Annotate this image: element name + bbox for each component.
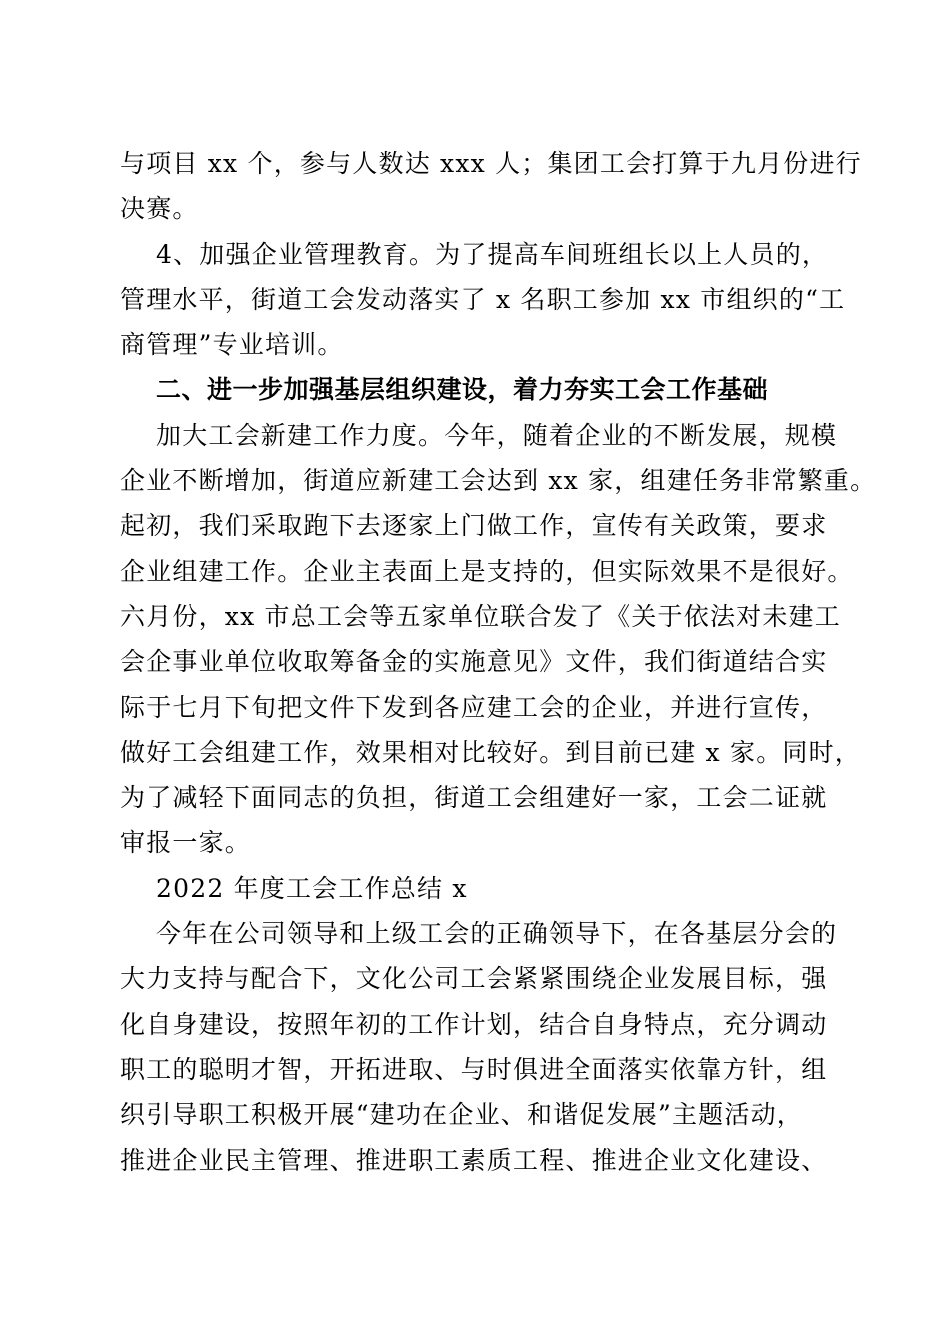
document-body <box>120 141 877 1183</box>
text-line: 化自身建设，按照年初的工作计划，结合自身特点，充分调动 <box>120 1009 828 1039</box>
text-line: 六月份，xx 市总工会等五家单位联合发了《关于依法对未建工 <box>120 601 841 631</box>
document-subtitle: 2022 年度工会工作总结 x <box>156 873 468 903</box>
paragraph-first-line: 今年在公司领导和上级工会的正确领导下，在各基层分会的 <box>156 919 838 949</box>
text-line: 大力支持与配合下，文化公司工会紧紧围绕企业发展目标，强 <box>120 964 828 994</box>
text-line: 审报一家。 <box>120 828 252 858</box>
text-line: 起初，我们采取跑下去逐家上门做工作，宣传有关政策，要求 <box>120 511 828 541</box>
paragraph-first-line: 加大工会新建工作力度。今年，随着企业的不断发展，规模 <box>156 420 838 450</box>
section-heading: 二、进一步加强基层组织建设，着力夯实工会工作基础 <box>156 375 769 405</box>
paragraph-first-line: 4、加强企业管理教育。为了提高车间班组长以上人员的， <box>156 239 829 269</box>
text-line: 为了减轻下面同志的负担，街道工会组建好一家，工会二证就 <box>120 783 828 813</box>
text-line: 职工的聪明才智，开拓进取、与时俱进全面落实依靠方针，组 <box>120 1054 828 1084</box>
text-line: 会企事业单位收取筹备金的实施意见》文件，我们街道结合实 <box>120 647 828 677</box>
text-line: 企业不断增加，街道应新建工会达到 xx 家，组建任务非常繁重。 <box>120 466 877 496</box>
text-line: 决赛。 <box>120 194 199 224</box>
text-line: 推进企业民主管理、推进职工素质工程、推进企业文化建设、 <box>120 1145 828 1175</box>
text-line: 与项目 xx 个，参与人数达 xxx 人；集团工会打算于九月份进行 <box>120 149 862 178</box>
text-line: 管理水平，街道工会发动落实了 x 名职工参加 xx 市组织的“工 <box>120 284 846 314</box>
text-line: 际于七月下旬把文件下发到各应建工会的企业，并进行宣传， <box>120 692 828 722</box>
text-line: 做好工会组建工作，效果相对比较好。到目前已建 x 家。同时， <box>120 737 861 767</box>
text-line: 织引导职工积极开展“建功在企业、和谐促发展”主题活动， <box>120 1100 803 1130</box>
text-line: 企业组建工作。企业主表面上是支持的，但实际效果不是很好。 <box>120 556 854 586</box>
text-line: 商管理”专业培训。 <box>120 330 344 360</box>
